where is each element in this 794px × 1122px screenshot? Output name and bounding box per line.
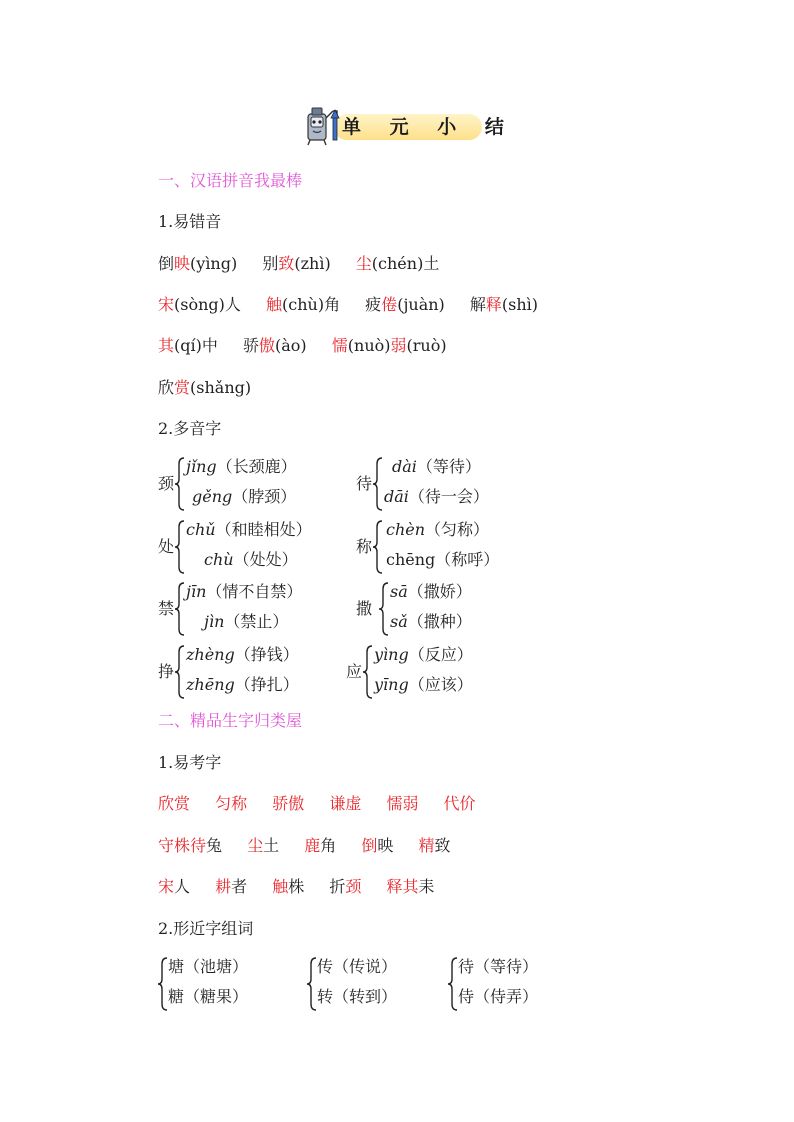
polyphone-group: 处 chǔ（和睦相处） chù（处处）: [158, 519, 358, 575]
section-heading-pinyin: 一、汉语拼音我最棒: [158, 171, 303, 190]
word-item: 折颈: [329, 877, 362, 896]
word-item: 谦虚: [329, 794, 362, 813]
word-item: 尘土: [247, 836, 280, 855]
word-item: 别致(zhì): [262, 254, 331, 273]
polyphone-group: 应 yìng（反应） yīng（应该）: [346, 644, 546, 700]
word-item: 解释(shì): [469, 295, 539, 314]
word-item: 触株: [272, 877, 305, 896]
subheading-polyphones: 2.多音字: [158, 419, 222, 438]
polyphone-group: 称 chèn（匀称） chēng（称呼）: [356, 519, 546, 575]
word-item: 懦(nuò)弱(ruò): [331, 336, 447, 355]
word-item: 欣赏: [158, 794, 191, 813]
word-item: 宋(sòng)人: [158, 295, 241, 314]
polyphone-char: 颈: [158, 474, 175, 493]
word-item: 宋人: [158, 877, 191, 896]
word-item: 疲倦(juàn): [365, 295, 445, 314]
left-brace-icon: [175, 645, 185, 699]
left-brace-icon: [379, 582, 389, 636]
word-item: 释其耒: [386, 877, 435, 896]
word-item: 代价: [443, 794, 476, 813]
polyphone-char: 撒: [356, 599, 373, 618]
word-item: 精致: [418, 836, 451, 855]
polyphone-char: 禁: [158, 599, 175, 618]
word-item: 尘(chén)土: [355, 254, 440, 273]
left-brace-icon: [175, 520, 185, 574]
pinyin-row-3: [158, 335, 447, 357]
word-item: 倒映: [361, 836, 394, 855]
word-item: 骄傲(ào): [242, 336, 307, 355]
title-banner: [300, 106, 515, 146]
left-brace-icon: [175, 582, 185, 636]
word-item: 骄傲: [272, 794, 305, 813]
pinyin-row-4: 欣赏(shǎng): [158, 378, 252, 397]
left-brace-icon: [158, 957, 168, 1011]
polyphone-char: 应: [346, 662, 363, 681]
polyphone-char: 称: [356, 537, 373, 556]
similar-char-group: 传（传说） 转（转到）: [307, 956, 447, 1012]
polyphone-group: 待 dài（等待） dāi（待一会）: [356, 456, 546, 512]
left-brace-icon: [307, 957, 317, 1011]
word-row-1: [158, 793, 476, 815]
left-brace-icon: [363, 645, 373, 699]
page-title: 单 元 小 结: [342, 116, 515, 138]
word-item: 其(qí)中: [158, 336, 218, 355]
word-item: 耕者: [215, 877, 248, 896]
left-brace-icon: [373, 520, 383, 574]
pinyin-row-1: [158, 253, 439, 275]
word-item: 懦弱: [386, 794, 419, 813]
polyphone-group: 撒 sā（撒娇） sǎ（撒种）: [356, 581, 546, 637]
word-item: 倒映(yìng): [158, 254, 238, 273]
pencil-mascot-icon: [300, 106, 342, 146]
subheading-error-prone: 1.易错音: [158, 212, 222, 231]
section-heading-characters: 二、精品生字归类屋: [158, 711, 303, 730]
word-row-3: [158, 876, 435, 898]
word-item: 触(chù)角: [266, 295, 341, 314]
word-row-2: [158, 835, 451, 857]
polyphone-char: 挣: [158, 662, 175, 681]
word-item: 鹿角: [304, 836, 337, 855]
polyphone-group: 颈 jǐng（长颈鹿） gěng（脖颈）: [158, 456, 358, 512]
pinyin-row-2: [158, 294, 538, 316]
polyphone-group: 挣 zhèng（挣钱） zhēng（挣扎）: [158, 644, 358, 700]
left-brace-icon: [373, 457, 383, 511]
polyphone-char: 处: [158, 537, 175, 556]
polyphone-group: 禁 jīn（情不自禁） jìn（禁止）: [158, 581, 358, 637]
subheading-test-words: 1.易考字: [158, 753, 222, 772]
word-item: 守株待兔: [158, 836, 223, 855]
word-item: 匀称: [215, 794, 248, 813]
subheading-similar-chars: 2.形近字组词: [158, 919, 254, 938]
left-brace-icon: [175, 457, 185, 511]
polyphone-char: 待: [356, 474, 373, 493]
similar-char-group: 塘（池塘） 糖（糖果）: [158, 956, 308, 1012]
similar-char-group: 待（等待） 侍（侍弄）: [448, 956, 588, 1012]
left-brace-icon: [448, 957, 458, 1011]
